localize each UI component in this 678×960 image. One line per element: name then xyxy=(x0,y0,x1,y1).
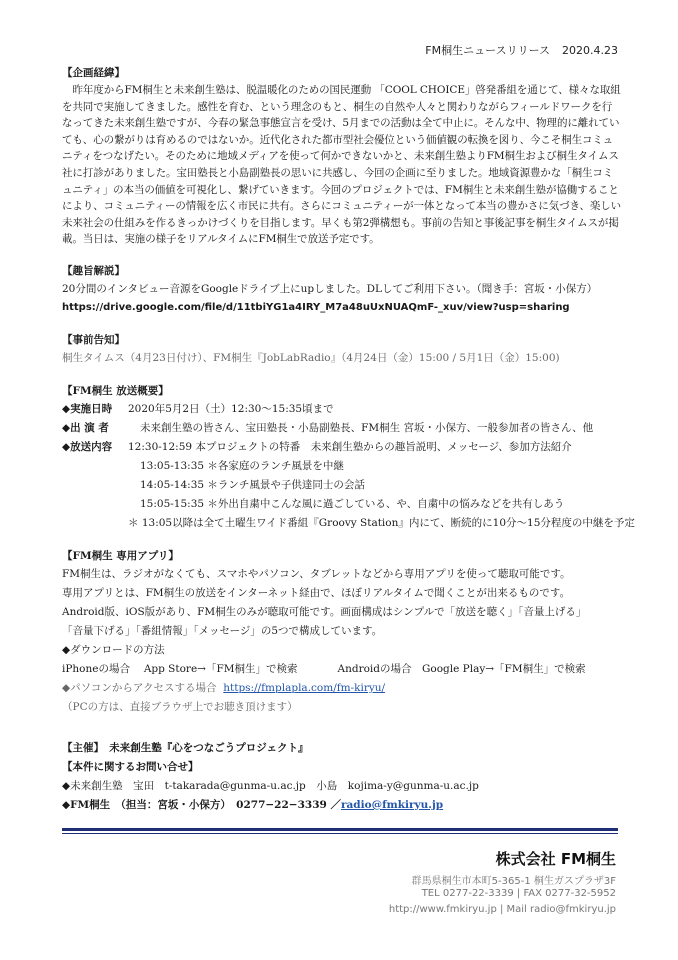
app-line: 「音量下げる」「番組情報」「メッセージ」の5つで構成しています。 xyxy=(62,624,383,637)
company-phone: TEL 0277-22-3339 | FAX 0277-32-5952 xyxy=(421,888,616,899)
pc-access-note: （PCの方は、直接ブラウザ上でお聴き頂けます） xyxy=(62,700,298,713)
broadcast-cast-label: ◆出 演 者 xyxy=(62,421,109,434)
broadcast-cast-row xyxy=(62,419,622,438)
contact-fm-text: ◆FM桐生 （担当：宮坂・小保方） 0277−22−3339 ／ xyxy=(62,798,341,811)
release-header xyxy=(425,42,618,58)
broadcast-heading: 【FM桐生 放送概要】 xyxy=(62,384,169,397)
iphone-download: iPhoneの場合 App Store→「FM桐生」で検索 xyxy=(62,662,298,675)
program-note: ＊ 13:05以降は全て土曜生ワイド番組『Groovy Station』内にて、断続的に10分〜15分程度の中継を予定 xyxy=(128,516,635,529)
inquiry-heading: 【本件に関するお問い合せ】 xyxy=(62,760,199,773)
company-web: http://www.fmkiryu.jp | Mail radio@fmkiryu.jp xyxy=(388,904,616,915)
app-line: 専用アプリとは、FM桐生の放送をインターネット経由で、ほぼリアルタイムで聞くことが出来るものです。 xyxy=(62,586,571,599)
pc-access-label: ◆パソコンからアクセスする場合 xyxy=(62,681,217,694)
pc-access-row xyxy=(62,679,622,698)
summary-drive-link[interactable]: https://drive.google.com/file/d/11tbiYG1a4IRY_M7a48uUxNUAQmF-_xuv/view?usp=sharing xyxy=(62,301,570,313)
organizer: 【主催】 未来創生塾『心をつなごうプロジェクト』 xyxy=(62,741,309,754)
broadcast-content-label: ◆放送内容 xyxy=(62,440,113,453)
download-methods-row xyxy=(62,660,622,679)
background-heading: 【企画経緯】 xyxy=(62,67,125,79)
pc-access-link[interactable]: https://fmplapla.com/fm-kiryu/ xyxy=(223,681,386,694)
summary-heading: 【趣旨解説】 xyxy=(62,264,125,277)
broadcast-date-row xyxy=(62,400,622,419)
company-name: 株式会社 FM桐生 xyxy=(495,850,616,868)
release-body xyxy=(62,64,635,815)
program-item: 12:30-12:59 本プロジェクトの特番 未来創生塾からの趣旨説明、メッセージ、参加方法紹介 xyxy=(128,440,572,453)
contact-fm-row xyxy=(62,796,622,815)
company-address: 群馬県桐生市本町5-365-1 桐生ガスプラザ3F xyxy=(411,876,616,887)
broadcast-content-row xyxy=(62,438,622,457)
program-item: 13:05-13:35 ＊各家庭のランチ風景を中継 xyxy=(140,459,344,472)
download-heading: ◆ダウンロードの方法 xyxy=(62,643,165,656)
contact-fm-email[interactable]: radio@fmkiryu.jp xyxy=(340,798,444,811)
release-date: 2020.4.23 xyxy=(562,44,618,57)
broadcast-date-label: ◆実施日時 xyxy=(62,402,113,415)
broadcast-cast-value: 未来創生塾の皆さん、宝田塾長・小島副塾長、FM桐生 宮坂・小保方、一般参加者の皆さん、他 xyxy=(140,421,594,434)
background-paragraph: 昨年度からFM桐生と未来創生塾は、脱温暖化のための国民運動 「COOL CHOICE」啓発番組を通じて、様々な取組を共同で実施してきました。感性を育む、という理念のもと、桐生の自然や人々と関わりながらフィールドワークを行なってきた未来創生塾ですが、今春の緊急事態宣言を受け、5月までの活動は全て中止に。そんな中、物理的に離れていても、心の繋がりは育めるのではないか。近代化された都市型社会優位という価値観の転換を図り、今こそ桐生コミュニティをつなげたい。そのために地域メディアを使って何かできないかと、未来創生塾よりFM桐生および桐生タイムス社に打診がありました。宝田塾長と小島副塾長の思いに共感し、今回の企画に至りました。地域資源豊かな「桐生コミュニティ」の本当の価値を可視化し、繋げていきます。今回のプロジェクトでは、FM桐生と未来創生塾が協働することにより、コミュニティーの情報を広く市民に共有。さらにコミュニティーが一体となって本当の豊かさに気づき、楽しい未来社会の仕組みを作るきっかけづくりを目指します。早くも第2弾構想も。事前の告知と事後記事を桐生タイムスが掲載。当日は、実施の様子をリアルタイムにFM桐生で放送予定です。 xyxy=(62,84,622,246)
summary-text: 20分間のインタビュー音源をGoogleドライブ上にupしました。DLしてご利用下さい。（聞き手：宮坂・小保方） xyxy=(62,282,598,295)
footer-divider-thick xyxy=(62,828,618,831)
contact-mirai: ◆未来創生塾 宝田 t-takarada@gunma-u.ac.jp 小島 kojima-y@gunma-u.ac.jp xyxy=(62,779,479,792)
app-heading: 【FM桐生 専用アプリ】 xyxy=(62,549,179,562)
program-item: 14:05-14:35 ＊ランチ風景や子供達同士の会話 xyxy=(140,478,365,491)
footer-divider-thin xyxy=(62,833,618,834)
broadcast-date-value: 2020年5月2日（土）12:30〜15:35頃まで xyxy=(128,402,334,415)
notice-text: 桐生タイムス（4月23日付け）、FM桐生『JobLabRadio』（4月24日（金）15:00 / 5月1日（金）15:00) xyxy=(62,351,560,364)
android-download: Androidの場合 Google Play→「FM桐生」で検索 xyxy=(337,662,586,675)
app-line: FM桐生は、ラジオがなくても、スマホやパソコン、タブレットなどから専用アプリを使って聴取可能です。 xyxy=(62,567,571,580)
app-line: Android版、iOS版があり、FM桐生のみが聴取可能です。画面構成はシンプルで「放送を聴く」「音量上げる」 xyxy=(62,605,587,618)
program-item: 15:05-15:35 ＊外出自粛中こんな風に過ごしている、や、自粛中の悩みなどを共有しあう xyxy=(140,497,565,510)
notice-heading: 【事前告知】 xyxy=(62,333,125,346)
release-title: FM桐生ニュースリリース xyxy=(425,44,551,57)
